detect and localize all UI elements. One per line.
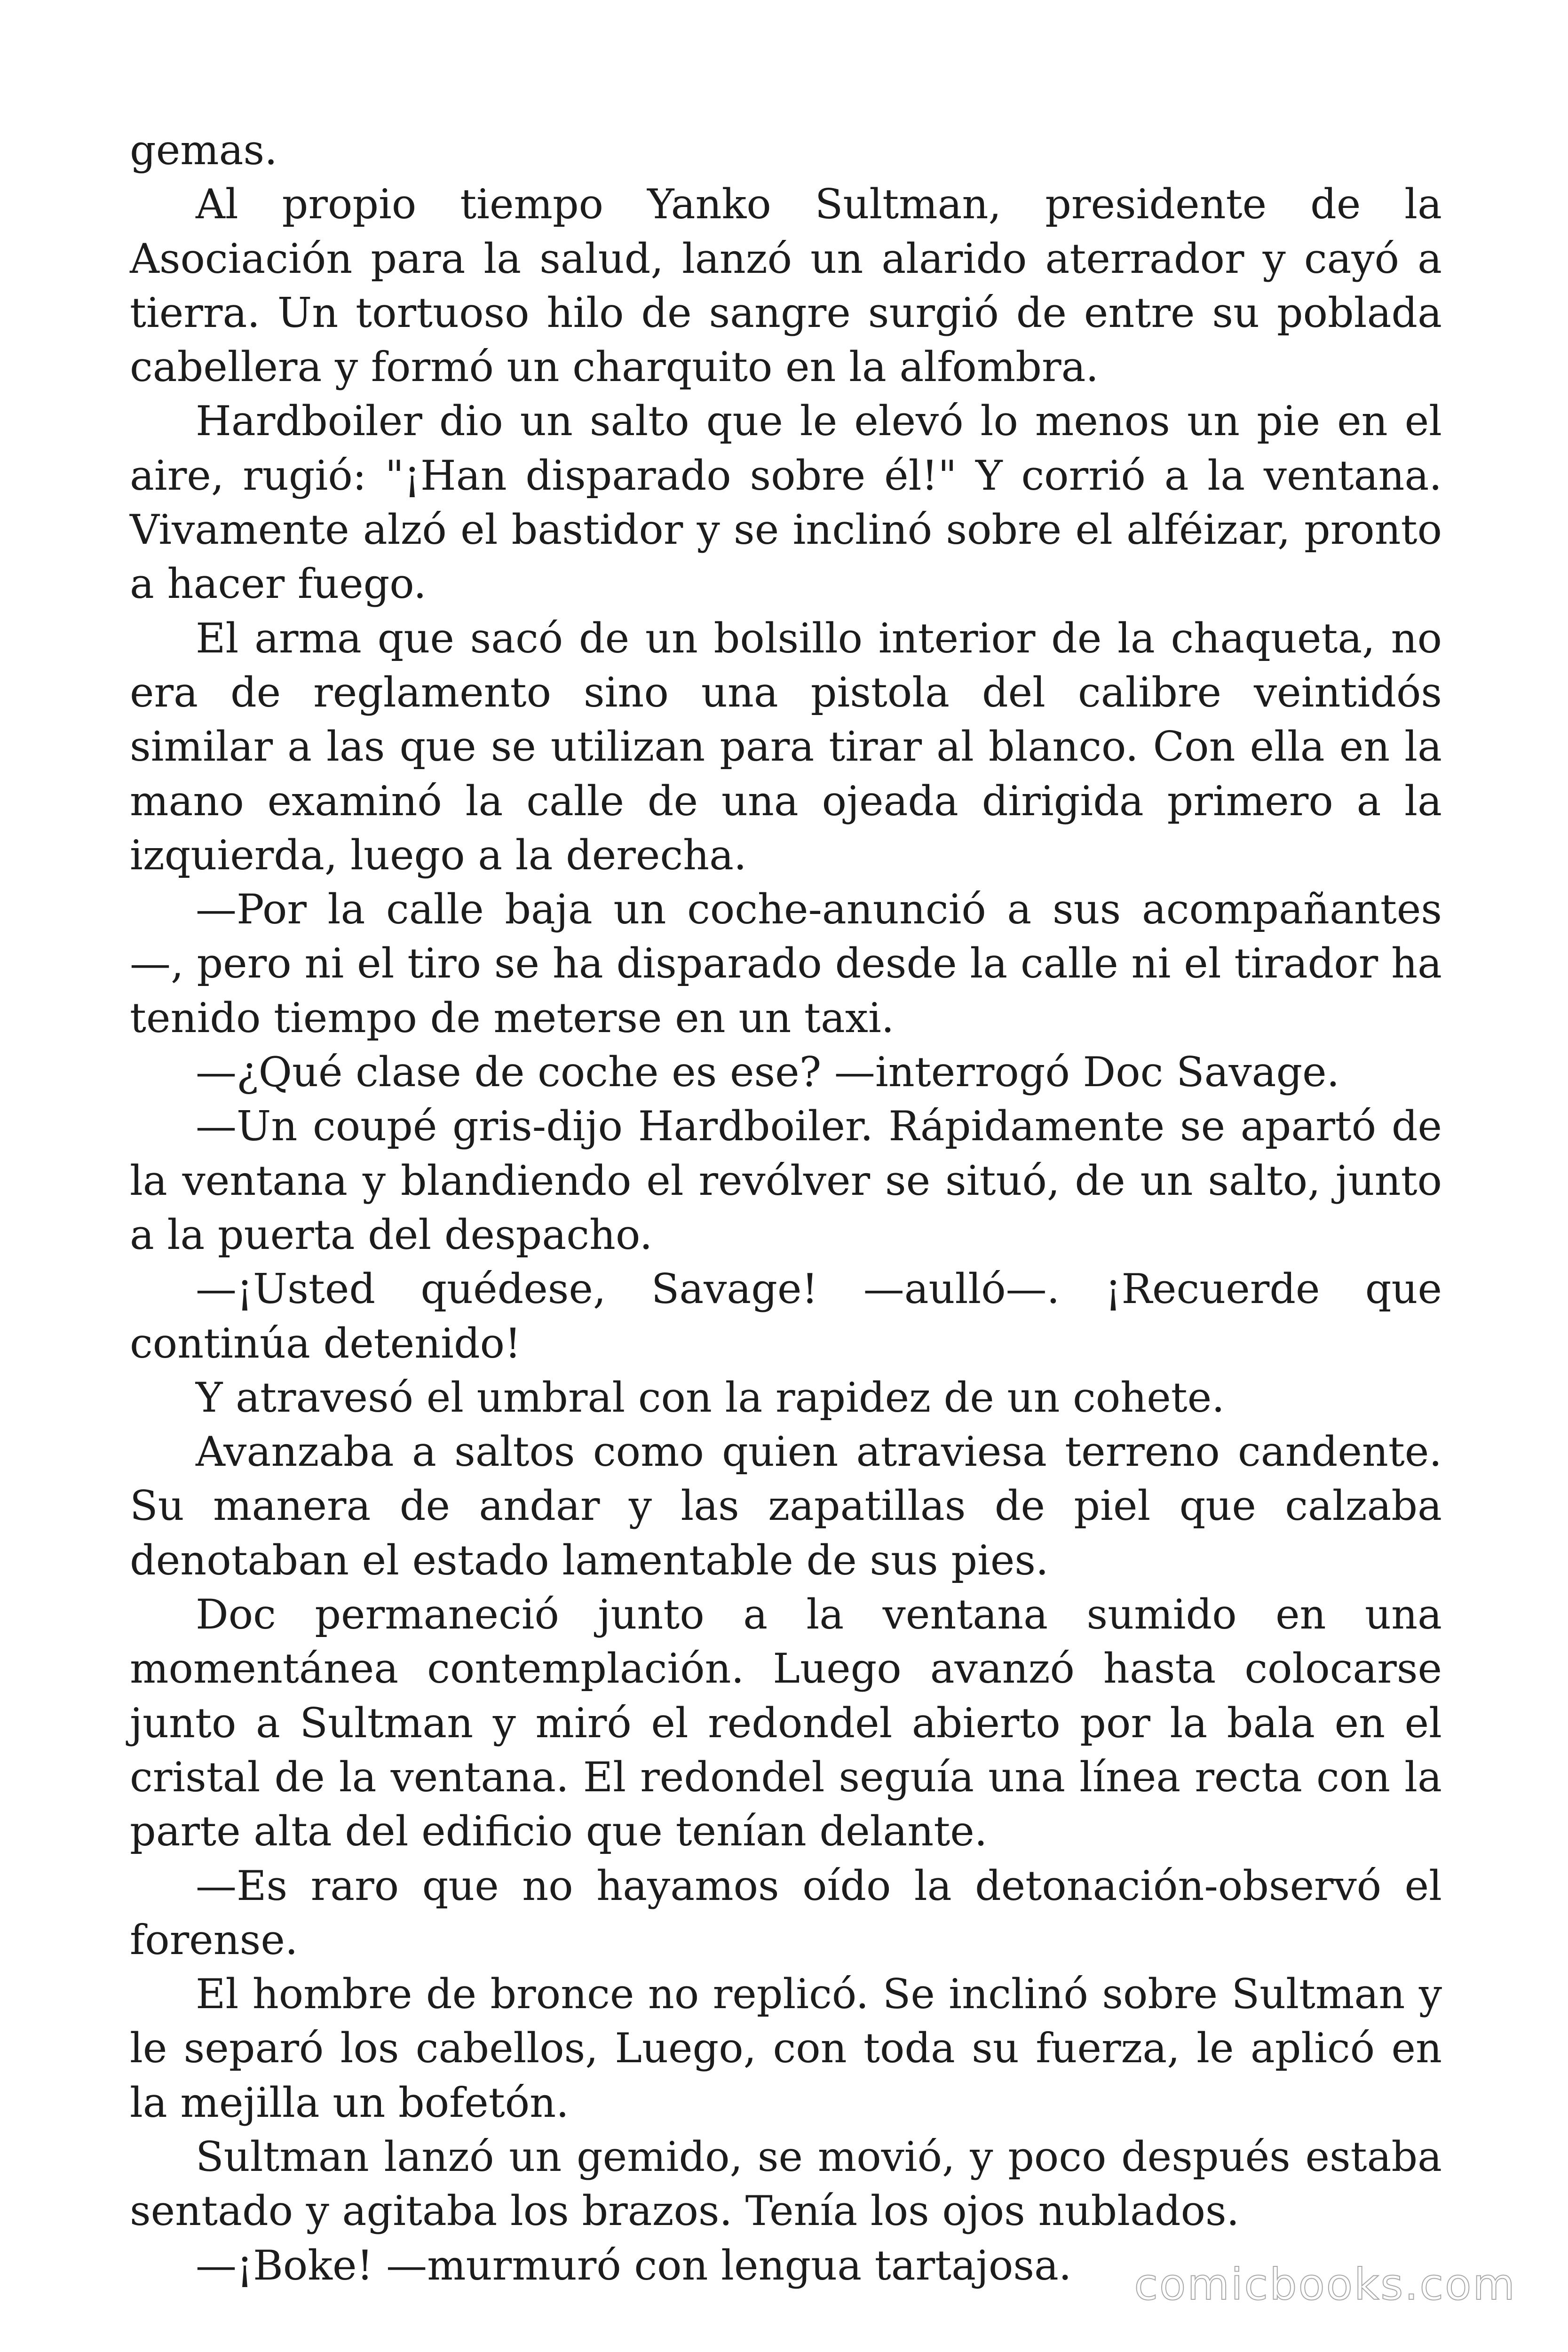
paragraph: —Es raro que no hayamos oído la detonación-observó el forense. [130, 1861, 1442, 1964]
paragraph: El hombre de bronce no replicó. Se inclinó sobre Sultman y le separó los cabellos, Luego, con toda su fuerza, le aplicó en la mejilla un bofetón. [130, 1970, 1442, 2127]
paragraph: Sultman lanzó un gemido, se movió, y poco después estaba sentado y agitaba los brazos. Tenía los ojos nublados. [130, 2132, 1442, 2235]
paragraph: Avanzaba a saltos como quien atraviesa terreno candente. Su manera de andar y las zapatillas de piel que calzaba denotaban el estado lamentable de sus pies. [130, 1428, 1442, 1584]
paragraph: El arma que sacó de un bolsillo interior de la chaqueta, no era de reglamento sino una pistola del calibre veintidós similar a las que se utilizan para tirar al blanco. Con ella en la mano examinó la calle de una ojeada dirigida primero a la izquierda, luego a la derecha. [130, 614, 1442, 879]
paragraph: gemas. [130, 126, 277, 174]
paragraph: —¡Boke! —murmuró con lengua tartajosa. [196, 2241, 1072, 2289]
paragraph: Y atravesó el umbral con la rapidez de un cohete. [196, 1373, 1225, 1422]
paragraph: —Por la calle baja un coche-anunció a sus acompañantes —, pero ni el tiro se ha disparado desde la calle ni el tirador ha tenido tiempo de meterse en un taxi. [130, 885, 1442, 1042]
paragraph: —Un coupé gris-dijo Hardboiler. Rápidamente se apartó de la ventana y blandiendo el revólver se situó, de un salto, junto a la puerta del despacho. [130, 1102, 1442, 1259]
watermark: comicbooks.com [1134, 2259, 1516, 2310]
paragraph: —¿Qué clase de coche es ese? —interrogó Doc Savage. [196, 1048, 1340, 1097]
paragraph: —¡Usted quédese, Savage! —aulló—. ¡Recuerde que continúa detenido! [130, 1265, 1442, 1367]
paragraph: Al propio tiempo Yanko Sultman, presidente de la Asociación para la salud, lanzó un alarido aterrador y cayó a tierra. Un tortuoso hilo de sangre surgió de entre su poblada cabellera y formó un charquito en la alfombra. [130, 180, 1442, 391]
page-body-text [130, 123, 1442, 2293]
paragraph: Doc permaneció junto a la ventana sumido en una momentánea contemplación. Luego avanzó hasta colocarse junto a Sultman y miró el redondel abierto por la bala en el cristal de la ventana. El redondel seguía una línea recta con la parte alta del edificio que tenían delante. [130, 1590, 1442, 1856]
paragraph: Hardboiler dio un salto que le elevó lo menos un pie en el aire, rugió: "¡Han disparado sobre él!" Y corrió a la ventana. Vivamente alzó el bastidor y se inclinó sobre el alféizar, pronto a hacer fuego. [130, 397, 1442, 608]
